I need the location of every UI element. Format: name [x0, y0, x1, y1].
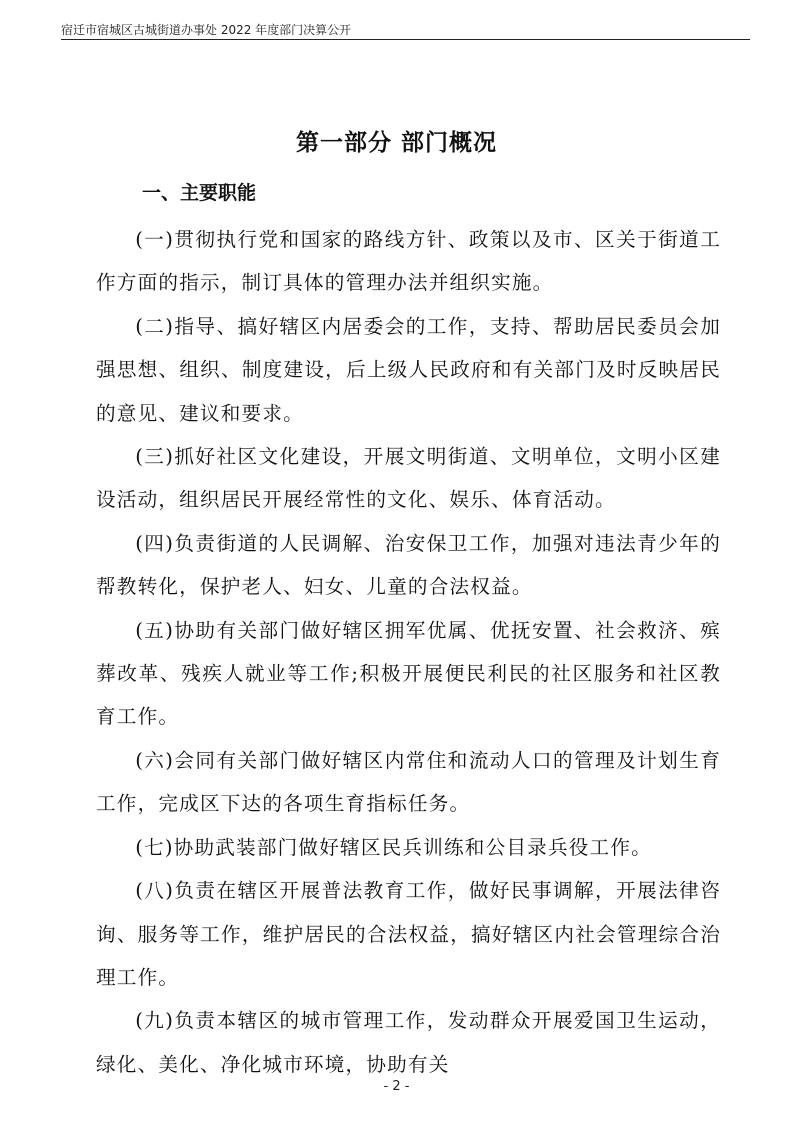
paragraph: (九)负责本辖区的城市管理工作，发动群众开展爱国卫生运动，绿化、美化、净化城市环境，协助有关 — [96, 1009, 721, 1076]
paragraph: (二)指导、搞好辖区内居委会的工作，支持、帮助居民委员会加强思想、组织、制度建设，后上级人民政府和有关部门及时反映居民的意见、建议和要求。 — [96, 314, 721, 425]
page-title: 第一部分 部门概况 — [295, 130, 497, 156]
body-text — [96, 218, 721, 1086]
paragraph: (七)协助武装部门做好辖区民兵训练和公目录兵役工作。 — [135, 835, 652, 859]
paragraph: (五)协助有关部门做好辖区拥军优属、优抚安置、社会救济、殡葬改革、残疾人就业等工作;积极开展便民利民的社区服务和社区教育工作。 — [96, 618, 721, 729]
paragraph: (四)负责街道的人民调解、治安保卫工作，加强对违法青少年的帮教转化，保护老人、妇女、儿童的合法权益。 — [96, 531, 721, 599]
page-number: - 2 - — [383, 1079, 410, 1094]
paragraph: (一)贯彻执行党和国家的路线方针、政策以及市、区关于街道工作方面的指示，制订具体的管理办法并组织实施。 — [96, 228, 721, 295]
paragraph: (八)负责在辖区开展普法教育工作，做好民事调解，开展法律咨询、服务等工作，维护居民的合法权益，搞好辖区内社会管理综合治理工作。 — [96, 879, 721, 989]
running-header: 宿迁市宿城区古城街道办事处 2022 年度部门决算公开 — [61, 23, 352, 37]
section-heading: 一、主要职能 — [142, 182, 257, 204]
paragraph: (三)抓好社区文化建设，开展文明街道、文明单位，文明小区建设活动，组织居民开展经常性的文化、娱乐、体育活动。 — [96, 445, 721, 512]
paragraph: (六)会同有关部门做好辖区内常住和流动人口的管理及计划生育工作，完成区下达的各项生育指标任务。 — [96, 748, 721, 816]
header-rule — [61, 39, 750, 40]
